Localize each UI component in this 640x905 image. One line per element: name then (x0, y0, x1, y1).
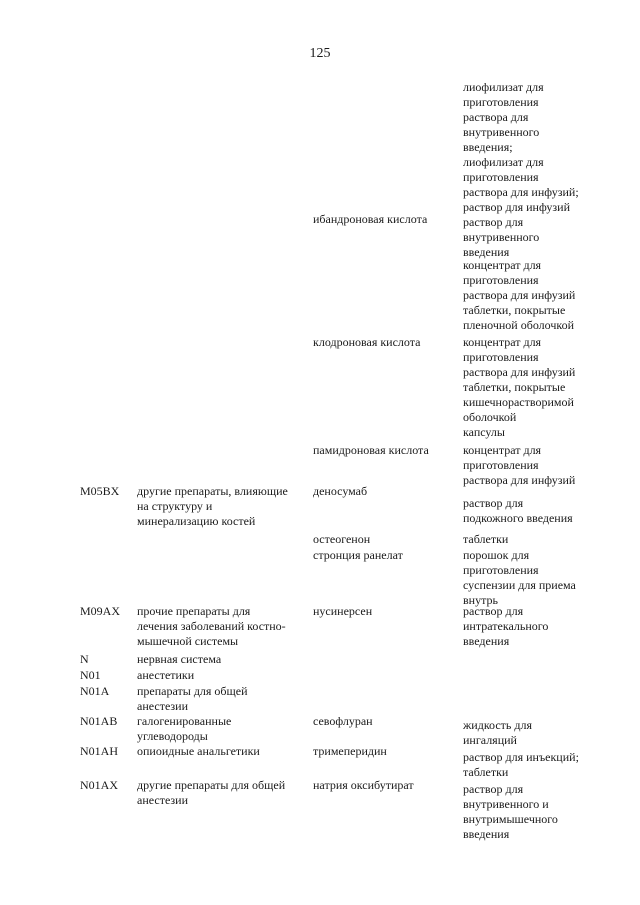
drug-name: севофлуран (313, 714, 373, 728)
atc-code: N01 (80, 668, 101, 682)
atc-description: другие препараты, влияющие на структуру и минерализацию костей (137, 484, 288, 528)
drug-name: деносумаб (313, 484, 368, 498)
page-number: 125 (309, 46, 331, 61)
drug-name: тримеперидин (313, 744, 387, 758)
atc-code: N01AX (80, 778, 118, 792)
dosage-form: таблетки (463, 532, 509, 546)
atc-description: галогенированные углеводороды (137, 714, 232, 743)
dosage-form-ibandronic-2: концентрат для приготовления раствора для инфузий таблетки, покрытые пленочной оболочкой (463, 258, 576, 332)
atc-code: N01A (80, 684, 110, 698)
dosage-form-clodronic: концентрат для приготовления раствора для инфузий таблетки, покрытые кишечнорастворимой оболочкой капсулы (463, 335, 576, 439)
drug-name: нусинерсен (313, 604, 373, 618)
atc-code: M05BX (80, 484, 120, 498)
dosage-form: раствор для внутривенного и внутримышечного введения (463, 782, 558, 841)
dosage-form: жидкость для ингаляций (463, 718, 532, 747)
atc-description: прочие препараты для лечения заболеваний костно- мышечной системы (137, 604, 286, 648)
dosage-form-ibandronic: лиофилизат для приготовления раствора для внутривенного введения; лиофилизат для приготовления раствора для инфузий; раствор для инфузий раствор для внутривенного введения (463, 80, 579, 259)
dosage-form: раствор для интратекального введения (463, 604, 549, 648)
atc-description: препараты для общей анестезии (137, 684, 248, 713)
dosage-form: раствор для инъекций; таблетки (463, 750, 579, 779)
atc-code: N (80, 652, 89, 666)
dosage-form: порошок для приготовления суспензии для приема внутрь (463, 548, 576, 607)
atc-description: другие препараты для общей анестезии (137, 778, 286, 807)
dosage-form-pamidronic: концентрат для приготовления раствора для инфузий (463, 443, 576, 487)
dosage-form: раствор для подкожного введения (463, 496, 573, 525)
drug-name: остеогенон (313, 532, 371, 546)
drug-name-pamidronic: памидроновая кислота (313, 443, 429, 457)
atc-code: N01AB (80, 714, 118, 728)
atc-code: N01AH (80, 744, 118, 758)
atc-description: опиоидные анальгетики (137, 744, 260, 758)
drug-name: натрия оксибутират (313, 778, 414, 792)
drug-name: стронция ранелат (313, 548, 403, 562)
atc-description: анестетики (137, 668, 195, 682)
drug-name-clodronic: клодроновая кислота (313, 335, 421, 349)
atc-description: нервная система (137, 652, 222, 666)
drug-name-ibandronic: ибандроновая кислота (313, 212, 428, 226)
atc-code: M09AX (80, 604, 121, 618)
